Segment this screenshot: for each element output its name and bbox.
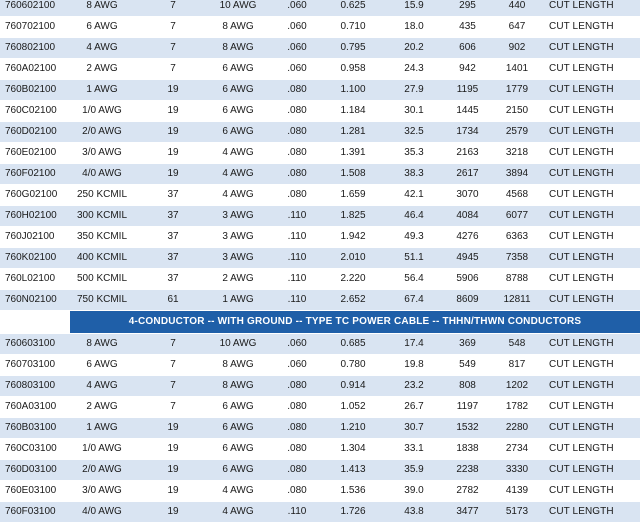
weight-kg-cell: 817 xyxy=(508,359,526,370)
conductor-size-cell: 350 KCMIL xyxy=(76,231,128,242)
od-inches-cell: 0.625 xyxy=(340,0,366,11)
ground-size-cell: 8 AWG xyxy=(222,42,254,53)
conductor-size-cell: 250 KCMIL xyxy=(76,189,128,200)
ground-size-cell: 3 AWG xyxy=(222,252,254,263)
part-number-cell: 760G02100 xyxy=(5,189,58,200)
od-mm-cell: 33.1 xyxy=(404,443,424,454)
part-number-cell: 760D02100 xyxy=(5,126,57,137)
weight-lbs-cell: 1445 xyxy=(456,105,479,116)
strand-count-cell: 7 xyxy=(170,21,176,32)
weight-lbs-cell: 1532 xyxy=(456,422,479,433)
length-cell: CUT LENGTH xyxy=(549,506,614,517)
length-cell: CUT LENGTH xyxy=(549,422,614,433)
strand-count-cell: 19 xyxy=(167,147,179,158)
length-cell: CUT LENGTH xyxy=(549,359,614,370)
weight-kg-cell: 4139 xyxy=(505,485,529,496)
length-cell: CUT LENGTH xyxy=(549,231,614,242)
insulation-cell: .060 xyxy=(287,359,307,370)
od-inches-cell: 1.825 xyxy=(340,210,366,221)
weight-lbs-cell: 808 xyxy=(459,380,476,391)
table-row xyxy=(0,122,640,142)
od-inches-cell: 0.914 xyxy=(340,380,366,391)
weight-kg-cell: 1401 xyxy=(505,63,529,74)
conductor-size-cell: 2 AWG xyxy=(86,63,118,74)
weight-kg-cell: 3894 xyxy=(505,168,529,179)
insulation-cell: .110 xyxy=(287,506,307,517)
od-mm-cell: 19.8 xyxy=(404,359,424,370)
part-number-cell: 760603100 xyxy=(5,338,56,349)
conductor-size-cell: 2/0 AWG xyxy=(82,464,122,475)
part-number-cell: 760702100 xyxy=(5,21,56,32)
ground-size-cell: 6 AWG xyxy=(222,84,254,95)
part-number-cell: 760E03100 xyxy=(5,485,57,496)
section-header xyxy=(0,311,640,333)
od-mm-cell: 30.7 xyxy=(404,422,424,433)
conductor-size-cell: 4 AWG xyxy=(86,42,118,53)
table-row xyxy=(0,248,640,268)
length-cell: CUT LENGTH xyxy=(549,126,614,137)
table-row xyxy=(0,418,640,438)
insulation-cell: .080 xyxy=(287,105,307,116)
weight-kg-cell: 3218 xyxy=(505,147,529,158)
weight-kg-cell: 8788 xyxy=(505,273,529,284)
part-number-cell: 760H02100 xyxy=(5,210,57,221)
length-cell: CUT LENGTH xyxy=(549,464,614,475)
ground-size-cell: 8 AWG xyxy=(222,359,254,370)
conductor-size-cell: 3/0 AWG xyxy=(82,147,122,158)
od-mm-cell: 35.3 xyxy=(404,147,424,158)
conductor-size-cell: 8 AWG xyxy=(86,0,118,11)
strand-count-cell: 19 xyxy=(167,485,179,496)
table-row xyxy=(0,143,640,163)
table-row xyxy=(0,334,640,354)
length-cell: CUT LENGTH xyxy=(549,401,614,412)
weight-kg-cell: 548 xyxy=(508,338,526,349)
conductor-size-cell: 6 AWG xyxy=(86,359,118,370)
strand-count-cell: 19 xyxy=(167,443,179,454)
length-cell: CUT LENGTH xyxy=(549,380,614,391)
conductor-size-cell: 500 KCMIL xyxy=(76,273,128,284)
weight-lbs-cell: 2617 xyxy=(456,168,479,179)
weight-lbs-cell: 435 xyxy=(459,21,476,32)
conductor-size-cell: 400 KCMIL xyxy=(76,252,128,263)
od-inches-cell: 1.536 xyxy=(340,485,366,496)
table-row xyxy=(0,38,640,58)
table-row xyxy=(0,481,640,501)
weight-kg-cell: 6077 xyxy=(505,210,529,221)
strand-count-cell: 7 xyxy=(170,0,176,11)
weight-kg-cell: 7358 xyxy=(505,252,529,263)
conductor-size-cell: 4/0 AWG xyxy=(82,506,122,517)
insulation-cell: .110 xyxy=(287,294,307,305)
ground-size-cell: 10 AWG xyxy=(219,338,257,349)
weight-kg-cell: 5173 xyxy=(505,506,529,517)
part-number-cell: 760K02100 xyxy=(5,252,57,263)
conductor-size-cell: 8 AWG xyxy=(86,338,118,349)
weight-kg-cell: 440 xyxy=(508,0,526,11)
od-mm-cell: 49.3 xyxy=(404,231,424,242)
od-mm-cell: 30.1 xyxy=(404,105,424,116)
part-number-cell: 760B03100 xyxy=(5,422,57,433)
strand-count-cell: 37 xyxy=(167,252,179,263)
ground-size-cell: 6 AWG xyxy=(222,126,254,137)
weight-kg-cell: 2734 xyxy=(505,443,529,454)
ground-size-cell: 2 AWG xyxy=(222,273,254,284)
ground-size-cell: 4 AWG xyxy=(222,147,254,158)
weight-lbs-cell: 1195 xyxy=(456,84,479,95)
insulation-cell: .080 xyxy=(287,485,307,496)
od-mm-cell: 39.0 xyxy=(404,485,424,496)
weight-kg-cell: 12811 xyxy=(503,294,531,305)
strand-count-cell: 19 xyxy=(167,105,179,116)
length-cell: CUT LENGTH xyxy=(549,210,614,221)
weight-kg-cell: 902 xyxy=(508,42,526,53)
strand-count-cell: 19 xyxy=(167,168,179,179)
ground-size-cell: 3 AWG xyxy=(222,231,254,242)
conductor-size-cell: 1 AWG xyxy=(86,422,118,433)
od-mm-cell: 27.9 xyxy=(404,84,424,95)
length-cell: CUT LENGTH xyxy=(549,21,614,32)
part-number-cell: 760D03100 xyxy=(5,464,57,475)
ground-size-cell: 3 AWG xyxy=(222,210,254,221)
part-number-cell: 760802100 xyxy=(5,42,56,53)
weight-lbs-cell: 1734 xyxy=(456,126,479,137)
weight-lbs-cell: 3070 xyxy=(456,189,479,200)
table-row xyxy=(0,397,640,417)
od-mm-cell: 43.8 xyxy=(404,506,424,517)
part-number-cell: 760A03100 xyxy=(5,401,57,412)
od-mm-cell: 18.0 xyxy=(404,21,424,32)
part-number-cell: 760N02100 xyxy=(5,294,57,305)
table-row xyxy=(0,0,640,16)
od-inches-cell: 1.942 xyxy=(340,231,366,242)
od-inches-cell: 1.184 xyxy=(340,105,366,116)
weight-kg-cell: 2150 xyxy=(505,105,529,116)
table-row xyxy=(0,290,640,310)
od-inches-cell: 0.710 xyxy=(340,21,366,32)
weight-lbs-cell: 295 xyxy=(459,0,476,11)
weight-lbs-cell: 8609 xyxy=(456,294,479,305)
ground-size-cell: 6 AWG xyxy=(222,63,254,74)
weight-lbs-cell: 549 xyxy=(459,359,476,370)
table-row xyxy=(0,206,640,226)
insulation-cell: .110 xyxy=(287,210,307,221)
length-cell: CUT LENGTH xyxy=(549,273,614,284)
insulation-cell: .080 xyxy=(287,422,307,433)
od-mm-cell: 26.7 xyxy=(404,401,424,412)
part-number-cell: 760L02100 xyxy=(5,273,56,284)
strand-count-cell: 7 xyxy=(170,359,176,370)
weight-kg-cell: 647 xyxy=(508,21,526,32)
od-inches-cell: 0.958 xyxy=(340,63,366,74)
ground-size-cell: 6 AWG xyxy=(222,422,254,433)
od-inches-cell: 1.281 xyxy=(340,126,366,137)
strand-count-cell: 19 xyxy=(167,84,179,95)
conductor-size-cell: 4 AWG xyxy=(86,380,118,391)
section-header-lead xyxy=(0,311,70,333)
conductor-size-cell: 750 KCMIL xyxy=(76,294,128,305)
insulation-cell: .080 xyxy=(287,380,307,391)
length-cell: CUT LENGTH xyxy=(549,105,614,116)
table-row xyxy=(0,227,640,247)
ground-size-cell: 4 AWG xyxy=(222,168,254,179)
insulation-cell: .080 xyxy=(287,401,307,412)
strand-count-cell: 19 xyxy=(167,506,179,517)
weight-lbs-cell: 4945 xyxy=(456,252,479,263)
weight-lbs-cell: 2238 xyxy=(456,464,479,475)
conductor-size-cell: 1/0 AWG xyxy=(82,443,122,454)
od-inches-cell: 2.652 xyxy=(340,294,366,305)
weight-lbs-cell: 1838 xyxy=(456,443,479,454)
table-row xyxy=(0,17,640,37)
insulation-cell: .060 xyxy=(287,21,307,32)
part-number-cell: 760C02100 xyxy=(5,105,57,116)
length-cell: CUT LENGTH xyxy=(549,84,614,95)
insulation-cell: .110 xyxy=(287,231,307,242)
table-row xyxy=(0,355,640,375)
od-mm-cell: 38.3 xyxy=(404,168,424,179)
ground-size-cell: 4 AWG xyxy=(222,189,254,200)
part-number-cell: 760F02100 xyxy=(5,168,56,179)
length-cell: CUT LENGTH xyxy=(549,189,614,200)
weight-kg-cell: 1202 xyxy=(505,380,529,391)
length-cell: CUT LENGTH xyxy=(549,0,614,11)
table-bottom xyxy=(0,334,640,522)
weight-kg-cell: 2280 xyxy=(505,422,529,433)
od-mm-cell: 20.2 xyxy=(404,42,424,53)
length-cell: CUT LENGTH xyxy=(549,294,614,305)
weight-kg-cell: 4568 xyxy=(505,189,529,200)
od-inches-cell: 2.220 xyxy=(340,273,366,284)
weight-lbs-cell: 2163 xyxy=(456,147,479,158)
part-number-cell: 760703100 xyxy=(5,359,56,370)
part-number-cell: 760C03100 xyxy=(5,443,57,454)
table-row xyxy=(0,101,640,121)
part-number-cell: 760B02100 xyxy=(5,84,57,95)
insulation-cell: .060 xyxy=(287,42,307,53)
strand-count-cell: 61 xyxy=(167,294,179,305)
table-row xyxy=(0,59,640,79)
strand-count-cell: 7 xyxy=(170,401,176,412)
strand-count-cell: 7 xyxy=(170,63,176,74)
weight-lbs-cell: 4276 xyxy=(456,231,479,242)
strand-count-cell: 37 xyxy=(167,189,179,200)
length-cell: CUT LENGTH xyxy=(549,443,614,454)
ground-size-cell: 6 AWG xyxy=(222,443,254,454)
od-mm-cell: 32.5 xyxy=(404,126,424,137)
od-mm-cell: 51.1 xyxy=(404,252,424,263)
ground-size-cell: 4 AWG xyxy=(222,485,254,496)
ground-size-cell: 10 AWG xyxy=(219,0,257,11)
ground-size-cell: 8 AWG xyxy=(222,21,254,32)
insulation-cell: .080 xyxy=(287,126,307,137)
insulation-cell: .080 xyxy=(287,189,307,200)
ground-size-cell: 8 AWG xyxy=(222,380,254,391)
od-mm-cell: 67.4 xyxy=(404,294,424,305)
length-cell: CUT LENGTH xyxy=(549,338,614,349)
weight-lbs-cell: 5906 xyxy=(456,273,479,284)
table-row xyxy=(0,502,640,522)
strand-count-cell: 7 xyxy=(170,42,176,53)
od-mm-cell: 23.2 xyxy=(404,380,424,391)
weight-lbs-cell: 942 xyxy=(459,63,476,74)
conductor-size-cell: 6 AWG xyxy=(86,21,118,32)
part-number-cell: 760A02100 xyxy=(5,63,57,74)
part-number-cell: 760E02100 xyxy=(5,147,57,158)
weight-kg-cell: 2579 xyxy=(505,126,529,137)
part-number-cell: 760602100 xyxy=(5,0,56,11)
od-inches-cell: 1.391 xyxy=(340,147,366,158)
insulation-cell: .080 xyxy=(287,464,307,475)
part-number-cell: 760F03100 xyxy=(5,506,56,517)
ground-size-cell: 4 AWG xyxy=(222,506,254,517)
ground-size-cell: 6 AWG xyxy=(222,105,254,116)
insulation-cell: .080 xyxy=(287,443,307,454)
table-row xyxy=(0,439,640,459)
weight-lbs-cell: 369 xyxy=(459,338,476,349)
od-inches-cell: 1.100 xyxy=(340,84,366,95)
strand-count-cell: 19 xyxy=(167,422,179,433)
strand-count-cell: 7 xyxy=(170,380,176,391)
weight-lbs-cell: 3477 xyxy=(456,506,479,517)
weight-kg-cell: 3330 xyxy=(505,464,529,475)
table-row xyxy=(0,269,640,289)
strand-count-cell: 37 xyxy=(167,273,179,284)
insulation-cell: .060 xyxy=(287,0,307,11)
conductor-size-cell: 2/0 AWG xyxy=(82,126,122,137)
length-cell: CUT LENGTH xyxy=(549,42,614,53)
conductor-size-cell: 3/0 AWG xyxy=(82,485,122,496)
od-mm-cell: 24.3 xyxy=(404,63,424,74)
length-cell: CUT LENGTH xyxy=(549,485,614,496)
length-cell: CUT LENGTH xyxy=(549,168,614,179)
insulation-cell: .060 xyxy=(287,338,307,349)
od-mm-cell: 42.1 xyxy=(404,189,424,200)
insulation-cell: .080 xyxy=(287,84,307,95)
weight-kg-cell: 1782 xyxy=(505,401,529,412)
insulation-cell: .080 xyxy=(287,147,307,158)
od-inches-cell: 1.726 xyxy=(340,506,366,517)
strand-count-cell: 19 xyxy=(167,126,179,137)
insulation-cell: .080 xyxy=(287,168,307,179)
od-inches-cell: 1.052 xyxy=(340,401,366,412)
weight-lbs-cell: 606 xyxy=(459,42,476,53)
od-inches-cell: 0.780 xyxy=(340,359,366,370)
strand-count-cell: 37 xyxy=(167,231,179,242)
insulation-cell: .060 xyxy=(287,63,307,74)
od-mm-cell: 56.4 xyxy=(404,273,424,284)
part-number-cell: 760803100 xyxy=(5,380,56,391)
table-row xyxy=(0,185,640,205)
ground-size-cell: 1 AWG xyxy=(222,294,254,305)
insulation-cell: .110 xyxy=(287,252,307,263)
conductor-size-cell: 2 AWG xyxy=(86,401,118,412)
od-inches-cell: 1.413 xyxy=(340,464,366,475)
od-inches-cell: 1.508 xyxy=(340,168,366,179)
section-title: 4-CONDUCTOR -- WITH GROUND -- TYPE TC POWER CABLE -- THHN/THWN CONDUCTORS xyxy=(70,311,640,333)
strand-count-cell: 7 xyxy=(170,338,176,349)
length-cell: CUT LENGTH xyxy=(549,63,614,74)
od-mm-cell: 35.9 xyxy=(404,464,424,475)
conductor-size-cell: 300 KCMIL xyxy=(76,210,128,221)
table-row xyxy=(0,376,640,396)
strand-count-cell: 19 xyxy=(167,464,179,475)
table-row xyxy=(0,80,640,100)
weight-lbs-cell: 4084 xyxy=(456,210,479,221)
od-inches-cell: 1.210 xyxy=(340,422,366,433)
strand-count-cell: 37 xyxy=(167,210,179,221)
od-mm-cell: 15.9 xyxy=(404,0,424,11)
part-number-cell: 760J02100 xyxy=(5,231,55,242)
ground-size-cell: 6 AWG xyxy=(222,401,254,412)
od-mm-cell: 46.4 xyxy=(404,210,424,221)
od-inches-cell: 0.795 xyxy=(340,42,366,53)
weight-lbs-cell: 1197 xyxy=(456,401,479,412)
od-inches-cell: 0.685 xyxy=(340,338,366,349)
table-row xyxy=(0,164,640,184)
od-inches-cell: 1.304 xyxy=(340,443,366,454)
length-cell: CUT LENGTH xyxy=(549,147,614,158)
conductor-size-cell: 4/0 AWG xyxy=(82,168,122,179)
weight-kg-cell: 6363 xyxy=(505,231,529,242)
od-inches-cell: 1.659 xyxy=(340,189,366,200)
ground-size-cell: 6 AWG xyxy=(222,464,254,475)
table-row xyxy=(0,460,640,480)
weight-lbs-cell: 2782 xyxy=(456,485,479,496)
conductor-size-cell: 1 AWG xyxy=(86,84,118,95)
insulation-cell: .110 xyxy=(287,273,307,284)
length-cell: CUT LENGTH xyxy=(549,252,614,263)
od-inches-cell: 2.010 xyxy=(340,252,366,263)
weight-kg-cell: 1779 xyxy=(505,84,529,95)
od-mm-cell: 17.4 xyxy=(404,338,424,349)
conductor-size-cell: 1/0 AWG xyxy=(82,105,122,116)
